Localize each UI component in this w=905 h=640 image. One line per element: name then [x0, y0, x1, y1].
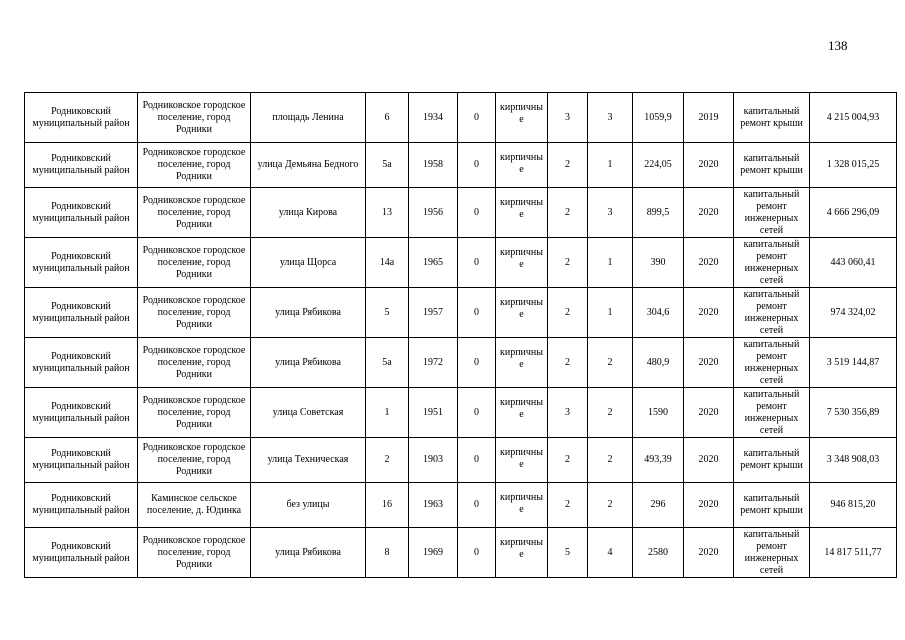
wall-material-cell: кирпичные	[496, 338, 548, 388]
cost-cell: 4 215 004,93	[810, 93, 897, 143]
district-cell: Родниковский муниципальный район	[25, 483, 138, 528]
settlement-cell: Родниковское городское поселение, город Родники	[138, 528, 251, 578]
table-body	[25, 93, 897, 578]
street-cell: площадь Ленина	[251, 93, 366, 143]
planned-year-cell: 2020	[684, 288, 734, 338]
entrances-cell: 3	[588, 93, 633, 143]
zero-value-cell: 0	[458, 528, 496, 578]
planned-year-cell: 2020	[684, 483, 734, 528]
table-row	[25, 438, 897, 483]
area-cell: 493,39	[633, 438, 684, 483]
work-type-cell: капитальный ремонт инженерных сетей	[734, 528, 810, 578]
house-number-cell: 5а	[366, 338, 409, 388]
district-cell: Родниковский муниципальный район	[25, 188, 138, 238]
wall-material-cell: кирпичные	[496, 143, 548, 188]
work-type-cell: капитальный ремонт инженерных сетей	[734, 288, 810, 338]
house-number-cell: 8	[366, 528, 409, 578]
wall-material-cell: кирпичные	[496, 188, 548, 238]
year-built-cell: 1934	[409, 93, 458, 143]
area-cell: 1059,9	[633, 93, 684, 143]
table-row	[25, 188, 897, 238]
entrances-cell: 1	[588, 143, 633, 188]
street-cell: улица Кирова	[251, 188, 366, 238]
district-cell: Родниковский муниципальный район	[25, 528, 138, 578]
work-type-cell: капитальный ремонт инженерных сетей	[734, 338, 810, 388]
year-built-cell: 1903	[409, 438, 458, 483]
zero-value-cell: 0	[458, 143, 496, 188]
planned-year-cell: 2020	[684, 238, 734, 288]
cost-cell: 3 519 144,87	[810, 338, 897, 388]
table-row	[25, 238, 897, 288]
entrances-cell: 1	[588, 288, 633, 338]
area-cell: 224,05	[633, 143, 684, 188]
zero-value-cell: 0	[458, 93, 496, 143]
planned-year-cell: 2020	[684, 438, 734, 483]
cost-cell: 443 060,41	[810, 238, 897, 288]
floors-cell: 2	[548, 143, 588, 188]
year-built-cell: 1972	[409, 338, 458, 388]
street-cell: без улицы	[251, 483, 366, 528]
district-cell: Родниковский муниципальный район	[25, 93, 138, 143]
year-built-cell: 1951	[409, 388, 458, 438]
cost-cell: 974 324,02	[810, 288, 897, 338]
entrances-cell: 3	[588, 188, 633, 238]
entrances-cell: 2	[588, 338, 633, 388]
floors-cell: 2	[548, 288, 588, 338]
entrances-cell: 2	[588, 438, 633, 483]
wall-material-cell: кирпичные	[496, 438, 548, 483]
work-type-cell: капитальный ремонт крыши	[734, 143, 810, 188]
year-built-cell: 1958	[409, 143, 458, 188]
house-number-cell: 13	[366, 188, 409, 238]
wall-material-cell: кирпичные	[496, 388, 548, 438]
district-cell: Родниковский муниципальный район	[25, 238, 138, 288]
house-number-cell: 5а	[366, 143, 409, 188]
settlement-cell: Родниковское городское поселение, город Родники	[138, 438, 251, 483]
floors-cell: 5	[548, 528, 588, 578]
floors-cell: 2	[548, 188, 588, 238]
housing-repair-table	[24, 92, 897, 578]
street-cell: улица Рябикова	[251, 288, 366, 338]
zero-value-cell: 0	[458, 288, 496, 338]
cost-cell: 4 666 296,09	[810, 188, 897, 238]
zero-value-cell: 0	[458, 483, 496, 528]
zero-value-cell: 0	[458, 388, 496, 438]
zero-value-cell: 0	[458, 238, 496, 288]
street-cell: улица Советская	[251, 388, 366, 438]
area-cell: 899,5	[633, 188, 684, 238]
year-built-cell: 1969	[409, 528, 458, 578]
district-cell: Родниковский муниципальный район	[25, 143, 138, 188]
year-built-cell: 1965	[409, 238, 458, 288]
floors-cell: 2	[548, 238, 588, 288]
street-cell: улица Рябикова	[251, 338, 366, 388]
district-cell: Родниковский муниципальный район	[25, 438, 138, 483]
planned-year-cell: 2020	[684, 528, 734, 578]
house-number-cell: 6	[366, 93, 409, 143]
cost-cell: 3 348 908,03	[810, 438, 897, 483]
planned-year-cell: 2020	[684, 388, 734, 438]
planned-year-cell: 2019	[684, 93, 734, 143]
work-type-cell: капитальный ремонт инженерных сетей	[734, 238, 810, 288]
table-row	[25, 528, 897, 578]
district-cell: Родниковский муниципальный район	[25, 338, 138, 388]
house-number-cell: 2	[366, 438, 409, 483]
table-row	[25, 388, 897, 438]
street-cell: улица Щорса	[251, 238, 366, 288]
floors-cell: 3	[548, 388, 588, 438]
area-cell: 390	[633, 238, 684, 288]
settlement-cell: Родниковское городское поселение, город Родники	[138, 143, 251, 188]
house-number-cell: 1	[366, 388, 409, 438]
entrances-cell: 1	[588, 238, 633, 288]
entrances-cell: 2	[588, 388, 633, 438]
page-number: 138	[828, 38, 848, 53]
work-type-cell: капитальный ремонт инженерных сетей	[734, 388, 810, 438]
street-cell: улица Демьяна Бедного	[251, 143, 366, 188]
area-cell: 480,9	[633, 338, 684, 388]
floors-cell: 2	[548, 483, 588, 528]
district-cell: Родниковский муниципальный район	[25, 288, 138, 338]
wall-material-cell: кирпичные	[496, 288, 548, 338]
zero-value-cell: 0	[458, 438, 496, 483]
settlement-cell: Родниковское городское поселение, город Родники	[138, 338, 251, 388]
planned-year-cell: 2020	[684, 338, 734, 388]
cost-cell: 7 530 356,89	[810, 388, 897, 438]
house-number-cell: 16	[366, 483, 409, 528]
cost-cell: 1 328 015,25	[810, 143, 897, 188]
year-built-cell: 1956	[409, 188, 458, 238]
entrances-cell: 2	[588, 483, 633, 528]
table-row	[25, 338, 897, 388]
settlement-cell: Родниковское городское поселение, город Родники	[138, 93, 251, 143]
zero-value-cell: 0	[458, 338, 496, 388]
table-row	[25, 93, 897, 143]
work-type-cell: капитальный ремонт инженерных сетей	[734, 188, 810, 238]
district-cell: Родниковский муниципальный район	[25, 388, 138, 438]
year-built-cell: 1957	[409, 288, 458, 338]
settlement-cell: Родниковское городское поселение, город Родники	[138, 288, 251, 338]
area-cell: 1590	[633, 388, 684, 438]
wall-material-cell: кирпичные	[496, 528, 548, 578]
floors-cell: 2	[548, 438, 588, 483]
settlement-cell: Родниковское городское поселение, город Родники	[138, 238, 251, 288]
settlement-cell: Родниковское городское поселение, город Родники	[138, 188, 251, 238]
cost-cell: 946 815,20	[810, 483, 897, 528]
street-cell: улица Техническая	[251, 438, 366, 483]
area-cell: 304,6	[633, 288, 684, 338]
table-row	[25, 288, 897, 338]
settlement-cell: Каминское сельское поселение, д. Юдинка	[138, 483, 251, 528]
street-cell: улица Рябикова	[251, 528, 366, 578]
wall-material-cell: кирпичные	[496, 238, 548, 288]
planned-year-cell: 2020	[684, 143, 734, 188]
table-row	[25, 143, 897, 188]
work-type-cell: капитальный ремонт крыши	[734, 93, 810, 143]
area-cell: 2580	[633, 528, 684, 578]
house-number-cell: 5	[366, 288, 409, 338]
planned-year-cell: 2020	[684, 188, 734, 238]
cost-cell: 14 817 511,77	[810, 528, 897, 578]
wall-material-cell: кирпичные	[496, 93, 548, 143]
settlement-cell: Родниковское городское поселение, город Родники	[138, 388, 251, 438]
floors-cell: 2	[548, 338, 588, 388]
house-number-cell: 14а	[366, 238, 409, 288]
table-row	[25, 483, 897, 528]
floors-cell: 3	[548, 93, 588, 143]
wall-material-cell: кирпичные	[496, 483, 548, 528]
year-built-cell: 1963	[409, 483, 458, 528]
area-cell: 296	[633, 483, 684, 528]
work-type-cell: капитальный ремонт крыши	[734, 438, 810, 483]
work-type-cell: капитальный ремонт крыши	[734, 483, 810, 528]
zero-value-cell: 0	[458, 188, 496, 238]
entrances-cell: 4	[588, 528, 633, 578]
